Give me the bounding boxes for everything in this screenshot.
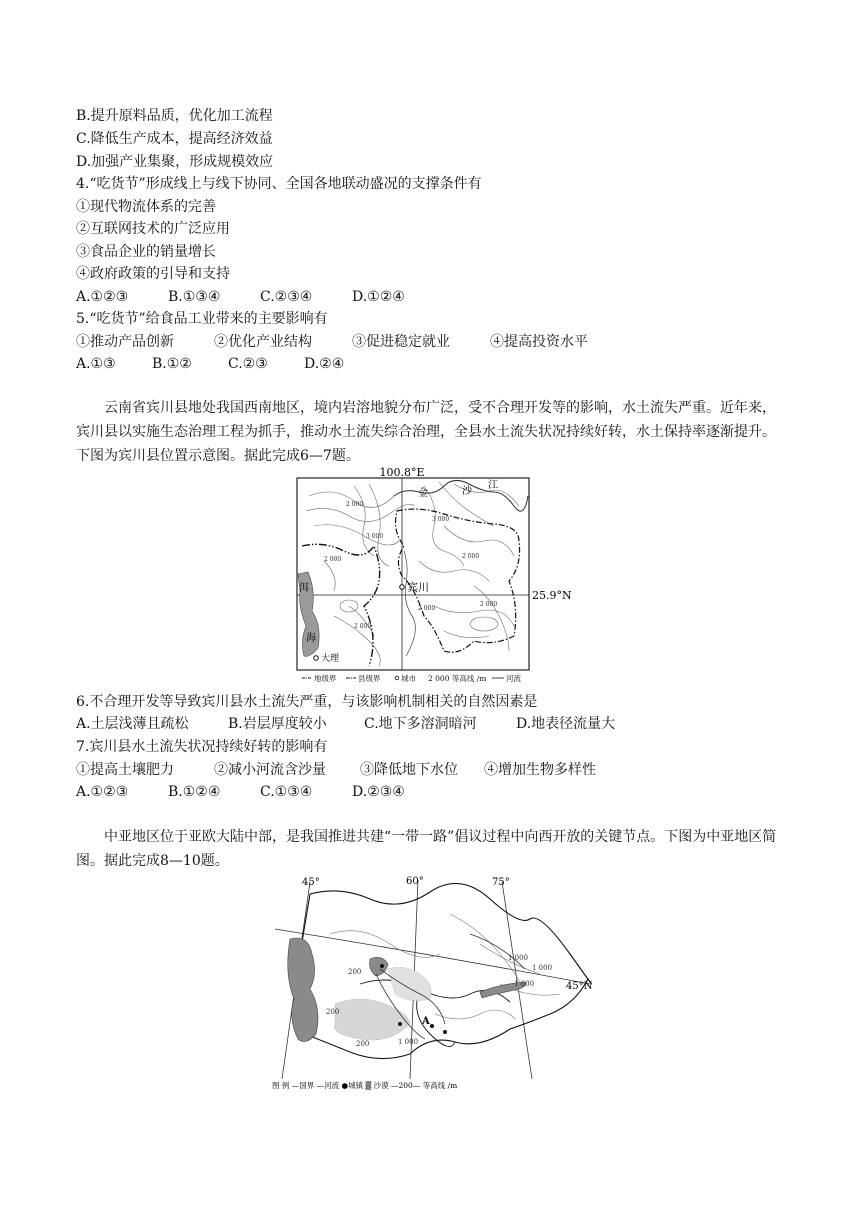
map1-city-binchuan-dot	[400, 585, 405, 590]
q6-options	[76, 714, 615, 734]
q6-option-b: B.岩层厚度较小	[228, 716, 327, 732]
map1-contour-label-7: 2 000	[480, 601, 498, 608]
q6-option-c: C.地下多溶洞暗河	[364, 716, 477, 732]
map1-river-char-1: 金	[418, 488, 428, 499]
q6-option-a: A.土层浅薄且疏松	[76, 716, 189, 732]
q4-item-4: ④政府政策的引导和支持	[76, 266, 230, 282]
map2-contour-label-7: 1 000	[398, 1038, 419, 1046]
map1-city-dali-dot	[314, 656, 319, 661]
q5-item-2: ②优化产业结构	[214, 334, 312, 350]
map2-contour-label-1: 200	[348, 968, 362, 976]
q5-item-1: ①推动产品创新	[76, 334, 174, 350]
q4-item-3: ③食品企业的销量增长	[76, 244, 216, 260]
map1-longitude-label: 100.8°E	[379, 466, 425, 479]
passage-binchuan: 云南省宾川县地处我国西南地区，境内岩溶地貌分布广泛，受不合理开发等的影响，水土流失严重。近年来，宾川县以实施生态治理工程为抓手，推动水土流失综合治理，全县水土流失状况持续好转，水土保持率逐渐提升。下图为宾川县位置示意图。据此完成6—7题。	[76, 400, 776, 464]
q4-item-1: ①现代物流体系的完善	[76, 199, 216, 215]
binchuan-location-map	[294, 466, 572, 686]
q4-stem: 4.“吃货节”形成线上与线下协同、全国各地联动盛况的支撑条件有	[76, 176, 482, 192]
q4-option-a: A.①②③	[76, 289, 129, 305]
map1-city-binchuan-label: 宾川	[407, 581, 429, 594]
q5-option-c: C.②③	[228, 356, 268, 372]
q4-item-2: ②互联网技术的广泛应用	[76, 221, 230, 237]
map1-contour-label-3: 2 000	[324, 556, 342, 563]
q5-option-a: A.①③	[76, 356, 116, 372]
map2-lon-label-2: 60°	[406, 876, 424, 887]
q5-option-d: D.②④	[304, 356, 345, 372]
q7-item-3: ③降低地下水位	[360, 762, 458, 778]
map1-latitude-label: 25.9°N	[532, 589, 572, 602]
q7-option-a: A.①②③	[76, 784, 129, 800]
map2-contour-label-3: 1 000	[532, 964, 553, 972]
q6-option-d: D.地表径流量大	[516, 716, 616, 732]
q7-item-4: ④增加生物多样性	[484, 762, 596, 778]
q7-option-d: D.②③④	[352, 784, 405, 800]
map2-contour-label-5: 200	[326, 1008, 340, 1016]
q7-items	[76, 760, 596, 780]
map1-contour-label-8: 2 000	[418, 605, 436, 612]
q7-option-b: B.①②④	[168, 784, 221, 800]
map1-legend-county: 县级界	[358, 674, 381, 683]
map1-legend-river: 河流	[506, 674, 521, 683]
q5-item-4: ④提高投资水平	[490, 334, 588, 350]
map1-contour-label-6: 3 000	[432, 516, 450, 523]
q7-item-2: ②减小河流含沙量	[214, 762, 326, 778]
map2-legend: 图 例 —国界 —河流 ●城镇 ▒ 沙漠 —200— 等高线 /m	[272, 1081, 458, 1090]
map2-contour-label-2: 1 000	[508, 954, 529, 962]
q5-option-b: B.①②	[152, 356, 192, 372]
map1-lake-char-1: 洱	[299, 583, 309, 594]
map1-river-char-3: 江	[488, 480, 498, 491]
q7-item-1: ①提高土壤肥力	[76, 762, 174, 778]
q7-options	[76, 782, 405, 802]
central-asia-map	[270, 874, 600, 1094]
map2-lon-label-1: 45°	[302, 877, 320, 888]
map1-river-char-2: 沙	[462, 486, 472, 497]
map1-city-dali-label: 大理	[321, 654, 340, 664]
map1-legend-contour: 2 000 等高线 /m	[428, 674, 487, 683]
map2-lat-label: 45°N	[566, 981, 593, 992]
q3-option-b: B.提升原料品质，优化加工流程	[76, 108, 273, 124]
map1-contour-label-5: 2 000	[354, 623, 372, 630]
map1-legend-city: 城市	[401, 674, 416, 683]
q4-option-b: B.①③④	[168, 289, 221, 305]
q3-option-d: D.加强产业集聚，形成规模效应	[76, 154, 274, 170]
map1-contour-label-2: 3 000	[366, 533, 384, 540]
q5-item-3: ③促进稳定就业	[352, 334, 450, 350]
map1-contour-label-1: 2 000	[346, 501, 364, 508]
q4-option-c: C.②③④	[260, 289, 313, 305]
q5-items	[76, 332, 588, 352]
q7-stem: 7.宾川县水土流失状况持续好转的影响有	[76, 739, 328, 755]
map2-lon-label-3: 75°	[492, 877, 510, 888]
q5-stem: 5.“吃货节”给食品工业带来的主要影响有	[76, 311, 328, 327]
passage-central-asia: 中亚地区位于亚欧大陆中部，是我国推进共建“一带一路”倡议过程中向西开放的关键节点。下图为中亚地区简图。据此完成8—10题。	[76, 829, 777, 869]
q6-stem: 6.不合理开发等导致宾川县水土流失严重，与该影响机制相关的自然因素是	[76, 694, 538, 710]
q5-options	[76, 354, 344, 374]
q4-option-d: D.①②④	[352, 289, 405, 305]
map2-contour-label-4: 1 000	[514, 980, 535, 988]
map2-point-a: A	[422, 1016, 430, 1027]
q4-options	[76, 287, 405, 307]
map1-lake-char-2: 海	[306, 633, 316, 644]
map1-contour-label-4: 2 000	[462, 553, 480, 560]
map2-contour-label-6: 200	[356, 1040, 370, 1048]
map1-legend-prefecture: 地级界	[314, 674, 337, 683]
q7-option-c: C.①③④	[260, 784, 313, 800]
q3-option-c: C.降低生产成本，提高经济效益	[76, 131, 273, 147]
